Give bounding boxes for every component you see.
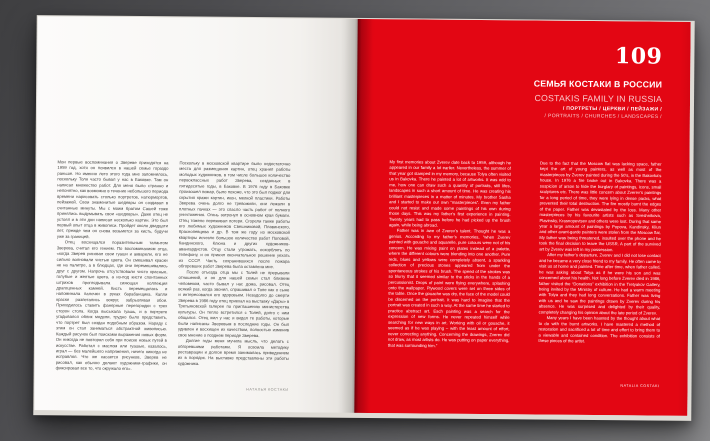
paragraph-en: My first memories about Zverev date back to 1959, although he appeared in our family a lot earlier. Nevertheless, the summer of that year got stamped in my memory, because Tolya often visited us in Bakovka. There he painted a lot of artworks. It was odd to me, how one can draw such a quantity of portraits, still lifes, landscapes in such a short amount of time. He was creating his brilliant masterpieces in a matter of minutes. My brother Sasha and I started to make our own “masterpieces”. Even my father could not resist and made some paintings of his own during those days. This was my father’s first experience in painting. Twenty years had to pass before he had picked up the brush again, while being abroad. — [388, 159, 512, 228]
english-text-block — [388, 159, 662, 350]
paragraph-ru: Отец восхищался поразительным талантом Зверева, считал его гением. По воспоминаниям отца, «когда Зверев рисовал свои гуаши и акварели, его не сильно волновали чистые цвета. Он смешивал краски не на палитре, а в блюдцах, где они перемешивались друг с другом. Напрочь отсутствовали чисто красные, голубые и желтые цвета, а из-под кисти спонтанных штрихов проглядывала сияющая коллекция драгоценных камней. Кисть перемещалась и напоминала палочки в руках барабанщика. Капли краски разлетались вокруг, забрызгивая обои. Приходилось ставить фанерные перегородки с трех сторон стола. Когда высыхала гуашь, и в портрете угадывался облик модели, трудно было представить, что портрет был создан подобным образом. Наряду с этим он стал заниматься абстрактной живописью. Каждый рисунок был поисками выражения новых форм. Он никогда не повторял себя при поиске новых путей в искусстве. Работал с маслом или гуашью, казалось, играл — без малейшего напряжения, ничего никогда не исправлял. Что же касается рисунков, Зверев не рисовал, как обычно делают художники-графики, он фиксировал все то, что окружало его». — [55, 239, 168, 372]
paragraph-en: After my father’s departure, Zverev and I did not lose contact and he became a very close friend to my family. He often came to visit us at home and painted. Time after time, when father called, he was asking about Tolya as if he were his son and was concerned about his health. Not long before Zverev died in 1986, father visited the “Donations” exhibition in the Tretyakov Gallery, being invited by the Ministry of culture. He had a warm meeting with Tolya and they had long conversations. Father was living with us and he saw the paintings drawn by Zverev during his absence. He was surprised and delighted by their quality, completely changing his opinion about the late period of Zverev. — [538, 252, 661, 316]
paragraph-ru: После отъезда отца мы с Толей не прерывали отношений, и он для нашей семьи стал близким человеком, часто бывал у нас дома, рисовал. Отец всякий раз, когда звонил, спрашивал о Толе как о сыне и интересовался его здоровьем. Незадолго до смерти Зверева в 1986 году отец приехал на выставку «Дары» в Третьяковской галерее по приглашению министерства культуры. Он тепло встретился с Толей, долго с ним общался. Отец жил у нас и видел те работы, которые были написаны Зверевым в последние годы. Он был удивлен и восхищен их качеством, полностью изменив свое мнение о позднем периоде Зверева. — [177, 269, 290, 338]
category-line-ru: / ПОРТРЕТЫ / ЦЕРКВИ / ПЕЙЗАЖИ / — [562, 105, 662, 113]
left-page — [34, 16, 357, 413]
open-pages — [34, 16, 690, 416]
paragraph-ru: Поскольку в московской квартире было недостаточно места для размещения картин, отец хранил работы молодых художников, в том числе большое количество первоклассных работ Зверева, созданных в пятидесятые годы, в Баковке. В 1976 году в Баковке произошел пожар, было похоже, что это был поджог для скрытия кражи картин, икон, мелкой пластики. Работы Зверева очень долго не тревожили, они лежали в плотных пачках — это спасло часть работ от полного уничтожения. Огонь затронул в основном края бумаги. Отец тяжело переживал потери. Сгорели также работы его любимых художников Свешниковой, Плавинского, Краснопевцева и др. В том же году из московской квартиры исчезло большое количество работ Поповой, Кандинского, Клюна и других художников-авангардистов. Отцу стали угрожать, оскорблять по телефону, и он принял окончательное решение уехать из СССР. Часть сохранившихся после пожара обгоревших работ Зверева была оставлена мне. — [178, 160, 291, 270]
paragraph-en: Father was in awe of Zverev’s talent. Thought he was a genius. According to my father’s memories, “when Zverev painted with gouache and aquarelle, pure colours were not of his concern. He was mixing paint on plates instead of a palette, where the different colours were blending into one another. Pure reds, blues and yellows were completely absent, a sparkling collection of precious stones appeared from under the spontaneous strokes of his brush. The speed of the strokes was so blurry that it seemed similar to the sticks in the hands of a percussionist. Drops of paint were flying everywhere, splashing onto the wallpaper. Plywood covers were set on three sides of the table. Once the gouache was dry, the face of the model could be discerned on the portrait. It was hard to imagine that the portrait was created in such a way. At the same time he started to practice abstract art. Each painting was a search for the expression of new forms. He never repeated himself while searching for new ways in art. Working with oil or gouache, it seemed as if he was playing – with the least amount of effort, never correcting anything. Concerning the drawings, Zverev did not draw, as most artists do. He was putting on paper everything, that was surrounding him.” — [387, 228, 511, 348]
right-page-content — [354, 19, 690, 416]
right-page — [354, 19, 690, 416]
russian-column-2 — [178, 160, 291, 373]
english-column-1 — [388, 159, 511, 349]
author-signature-en: NATALIA COSTAKI — [620, 383, 660, 389]
paragraph-ru: Долгие годы меня мучила мысль, что делать с обгоревшими работами. Я освоила методику реставрации и долгое время занималась приведением их в порядок. На выставке представлены эти работы художника. — [177, 337, 289, 366]
russian-text-block — [56, 159, 291, 373]
chapter-title-ru: СЕМЬЯ КОСТАКИ В РОССИИ — [533, 78, 663, 90]
english-column-2 — [538, 161, 661, 351]
paragraph-en: Due to the fact that the Moscow flat was lacking space, father kept the art of young painters, as well as most of the masterpieces by Zverev painted during the 50’s, in the Bakovka’s house. In 1976 a fire broke out in Bakovka. There was a suspicion of arson to hide the burglary of paintings, icons, small sculptures etc. There was little concern about Zverev’s paintings for a long period of time, they were lying in dense packs, what prevented their total destruction. The fire mostly burnt the edges of the paper. Father was devastated by the loss. Many other masterpieces by his favourite artists such as Sveshnikova, Plavinsky, Krasnopevtsev and others were lost. During that same year a large amount of paintings by Popova, Kandinsky, Kliun and other avant-garde painters were stolen from the Moscow flat. My father was being threatened, insulted over the phone and he took the final decision to leave the USSR. A part of the survived art by Zverev was left in my possession. — [539, 160, 662, 253]
chapter-title-en: COSTAKIS FAMILY IN RUSSIA — [534, 92, 663, 104]
author-signature-ru: НАТАЛЬЯ КОСТАКИ — [246, 386, 289, 392]
paragraph-ru: Мои первые воспоминания о Звереве приходятся на 1959 год, хотя он появился в нашей семье гораздо раньше. Но именно лето этого года мне запомнилось, поскольку Толя часто бывал у нас в Баковке. Там он написал множество работ. Для меня было странно и непонятно, как возможно в течение небольшого периода времени нарисовать столько портретов, натюрмортов, пейзажей. Свои знаменитые шедевры он создавал в считанные минуты. Мы с моим братом Сашей тоже принялись выдумывать свои «шедевры». Даже отец не устоял и в эти дни написал несколько картин. Это был первый опыт отца в живописи. Пройдет около двадцати лет, прежде чем он снова возьмется за кисть, будучи уже за границей. — [56, 159, 169, 240]
russian-column-1 — [56, 159, 169, 372]
page-number: 109 — [614, 43, 663, 70]
paragraph-en: Many years I have been haunted by the thought about what to do with the burnt artworks. I have mastered a method of restoration and sacrificed a lot of time and effort to bring them to a viewable and contained condition. The exhibition consists of these pieces of the artist. — [538, 315, 661, 344]
left-page-content — [34, 16, 357, 413]
book-spread — [33, 15, 694, 421]
category-line-en: / PORTRAITS / CHURCHES / LANDSCAPES / — [544, 113, 662, 120]
